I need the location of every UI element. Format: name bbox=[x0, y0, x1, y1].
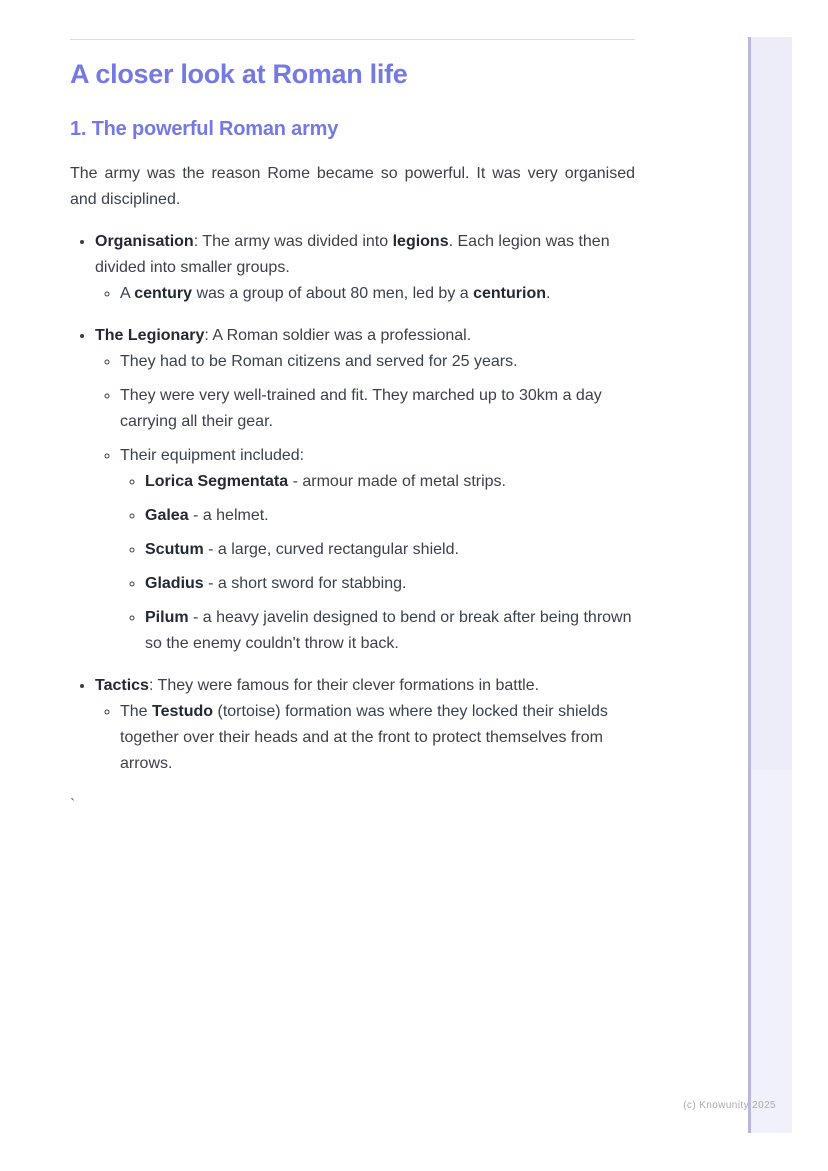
text-run: The bbox=[120, 702, 153, 720]
text-run: A bbox=[120, 284, 135, 302]
list-item-organisation bbox=[95, 229, 635, 307]
legionary-sub-list bbox=[95, 349, 635, 657]
text-run: . Each legion was then divided into smaller groups. bbox=[95, 232, 610, 276]
term-scutum: Scutum bbox=[145, 540, 204, 558]
list-item-scutum bbox=[145, 537, 635, 563]
list-item-gladius bbox=[145, 571, 635, 597]
term-tactics: Tactics bbox=[95, 676, 149, 694]
stray-character: ` bbox=[70, 796, 76, 814]
list-item-pilum bbox=[145, 605, 635, 657]
list-item-lorica bbox=[145, 469, 635, 495]
list-item-legionary bbox=[95, 323, 635, 657]
tactics-sub-list bbox=[95, 699, 635, 777]
list-item-tactics bbox=[95, 673, 635, 777]
page-title: A closer look at Roman life bbox=[70, 59, 408, 89]
text-run: : A Roman soldier was a professional. bbox=[204, 326, 472, 344]
term-legionary: The Legionary bbox=[95, 326, 205, 344]
equipment-list bbox=[120, 469, 635, 657]
list-item-testudo bbox=[120, 699, 635, 777]
text-run: was a group of about 80 men, led by a bbox=[192, 284, 474, 302]
term-lorica-segmentata: Lorica Segmentata bbox=[145, 472, 289, 490]
text-run: - a large, curved rectangular shield. bbox=[203, 540, 459, 558]
term-pilum: Pilum bbox=[145, 608, 189, 626]
text-run: (tortoise) formation was where they locked their shields together over their heads and at the front to protect themselves from arrows. bbox=[120, 702, 608, 772]
term-gladius: Gladius bbox=[145, 574, 204, 592]
top-divider bbox=[70, 39, 635, 40]
list-item-citizens: ◦ They had to be Roman citizens and served for 25 years. bbox=[120, 349, 635, 375]
text-run: - a helmet. bbox=[188, 506, 269, 524]
term-legions: legions bbox=[392, 232, 449, 250]
term-century: century bbox=[134, 284, 193, 302]
text-run: - armour made of metal strips. bbox=[288, 472, 506, 490]
text-run: Their equipment included: bbox=[120, 446, 305, 464]
main-list bbox=[70, 229, 635, 777]
list-item-galea bbox=[145, 503, 635, 529]
text-run: - a heavy javelin designed to bend or break after being thrown so the enemy couldn't throw it back. bbox=[145, 608, 632, 652]
page-edge-strip bbox=[748, 37, 792, 1133]
intro-paragraph: The army was the reason Rome became so powerful. It was very organised and disciplined. bbox=[70, 164, 635, 208]
list-item-equipment bbox=[120, 443, 635, 657]
text-run: : The army was divided into bbox=[193, 232, 393, 250]
term-organisation: Organisation bbox=[95, 232, 194, 250]
document-content bbox=[70, 0, 635, 819]
section-heading: 1. The powerful Roman army bbox=[70, 117, 339, 140]
term-centurion: centurion bbox=[473, 284, 546, 302]
term-galea: Galea bbox=[145, 506, 189, 524]
organisation-sub-list bbox=[95, 281, 635, 307]
list-item-century bbox=[120, 281, 635, 307]
term-testudo: Testudo bbox=[152, 702, 214, 720]
text-run: - a short sword for stabbing. bbox=[203, 574, 407, 592]
text-run: . bbox=[546, 284, 551, 302]
text-run: : They were famous for their clever formations in battle. bbox=[148, 676, 540, 694]
list-item-training: ◦ They were very well-trained and fit. They marched up to 30km a day carrying all their gear. bbox=[120, 383, 635, 435]
footer-copyright: (c) Knowunity 2025 bbox=[683, 1100, 776, 1111]
